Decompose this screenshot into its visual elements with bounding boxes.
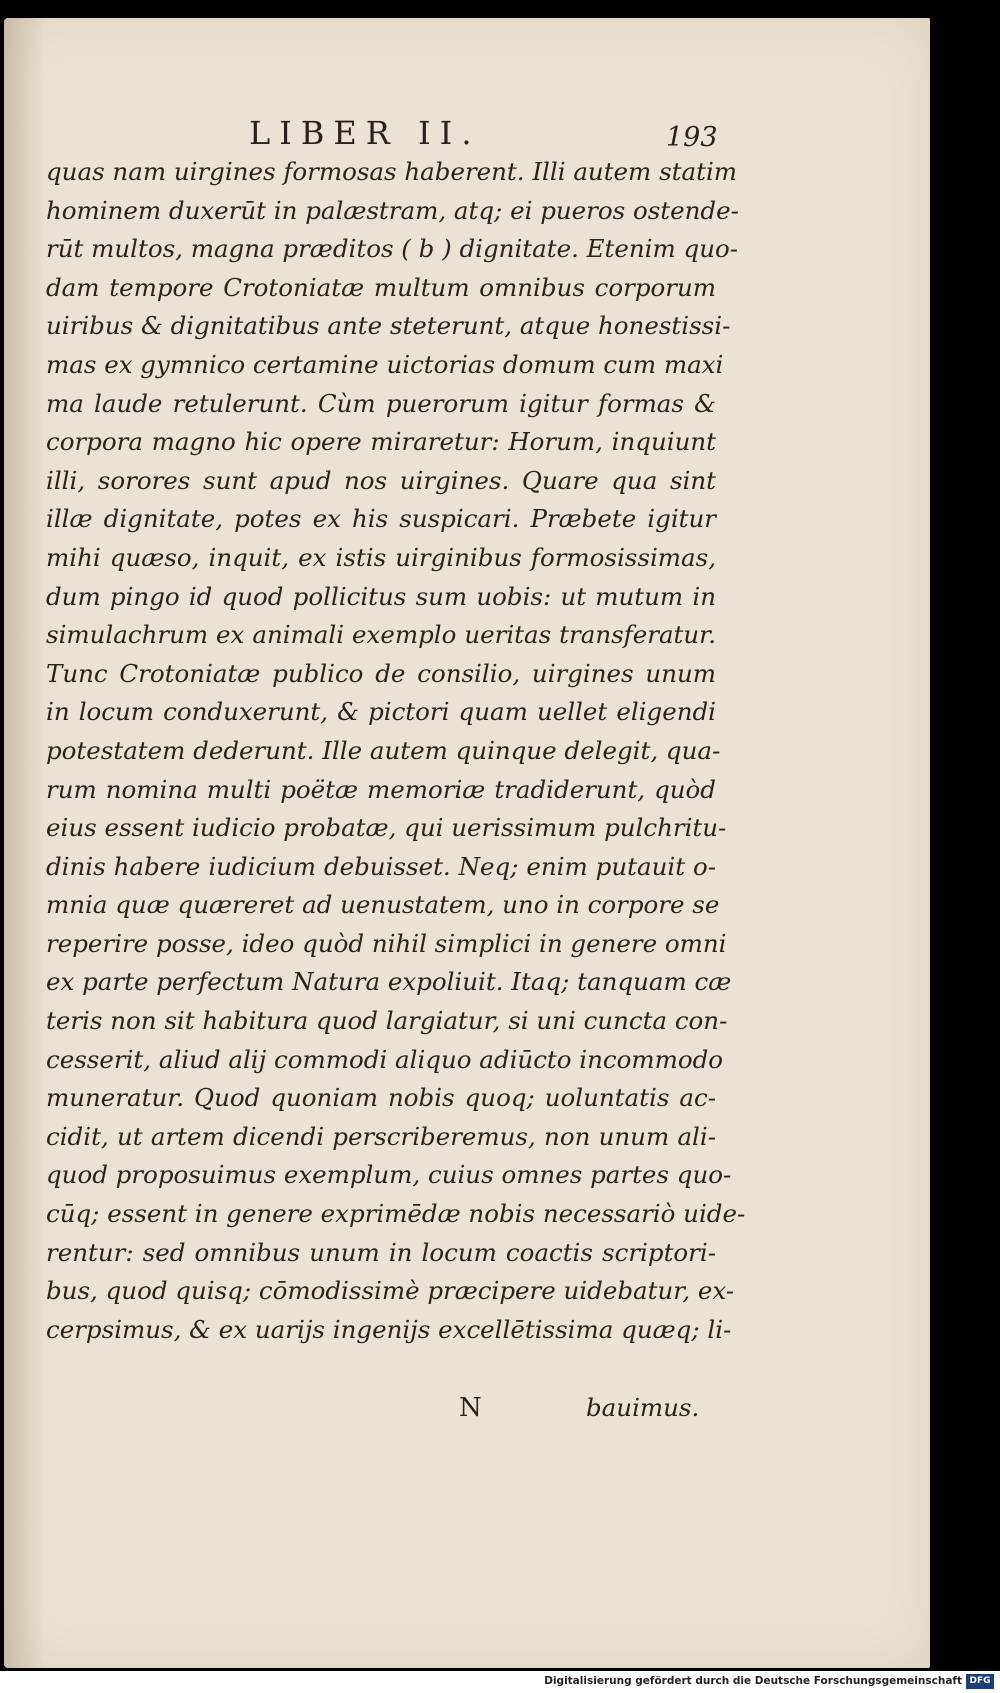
text-line: eius essent iudicio probatæ, qui uerissimum pulchritu- [46, 813, 727, 843]
text-line: dam tempore Crotoniatæ multum omnibus corporum [46, 272, 716, 302]
text-line: mas ex gymnico certamine uictorias domum cum maxi [46, 349, 724, 379]
text-line: illi, sorores sunt apud nos uirgines. Quare qua sint [46, 465, 716, 495]
signature-mark: N [459, 1393, 482, 1423]
text-line: quod proposuimus exemplum, cuius omnes partes quo- [46, 1160, 732, 1190]
text-line: mnia quæ quæreret ad uenustatem, uno in corpore se [46, 890, 720, 920]
text-line: mihi quæso, inquit, ex istis uirginibus formosissimas, [46, 542, 716, 572]
text-line: uiribus & dignitatibus ante steterunt, atque honestissi- [46, 311, 731, 341]
text-line: cūq; essent in genere exprimēdæ nobis necessariò uide- [46, 1199, 746, 1229]
catchword: bauimus. [586, 1393, 700, 1422]
text-line: illæ dignitate, potes ex his suspicari. Præbete igitur [46, 504, 716, 534]
text-line: reperire posse, ideo quòd nihil simplici in genere omni [46, 928, 727, 958]
text-line: dum pingo id quod pollicitus sum uobis: ut mutum in [46, 581, 716, 611]
text-line: muneratur. Quod quoniam nobis quoq; uoluntatis ac- [46, 1083, 716, 1113]
text-line: ex parte perfectum Natura expoliuit. Itaq; tanquam cæ [46, 967, 732, 997]
text-line: Tunc Crotoniatæ publico de consilio, uirgines unum [46, 658, 716, 688]
text-line: simulachrum ex animali exemplo ueritas transferatur. [46, 620, 716, 650]
text-line: in locum conduxerunt, & pictori quam uellet eligendi [46, 697, 716, 727]
dfg-logo: DFG [966, 1674, 994, 1689]
body-text [46, 153, 746, 1349]
text-line: cidit, ut artem dicendi perscriberemus, non unum ali- [46, 1121, 716, 1151]
text-line: rūt multos, magna præditos ( b ) dignitate. Etenim quo- [46, 234, 739, 264]
digitization-credit-text: Digitalisierung gefördert durch die Deutsche Forschungsgemeinschaft [544, 1675, 962, 1687]
book-page [4, 18, 930, 1668]
page-footer [4, 1393, 930, 1431]
digitization-credit-bar [0, 1671, 1000, 1693]
text-line: rum nomina multi poëtæ memoriæ tradiderunt, quòd [46, 774, 716, 804]
text-line: teris non sit habitura quod largiatur, si uni cuncta con- [46, 1006, 728, 1036]
text-line: dinis habere iudicium debuisset. Neq; enim putauit o- [46, 851, 716, 881]
text-line: corpora magno hic opere miraretur: Horum, inquiunt [46, 427, 716, 457]
text-line: quas nam uirgines formosas haberent. Illi autem statim [46, 157, 738, 186]
running-head-title: LIBER II. [249, 114, 481, 152]
running-head [4, 104, 930, 153]
text-line: potestatem dederunt. Ille autem quinque delegit, qua- [46, 735, 721, 765]
text-line: bus, quod quisq; cōmodissimè præcipere uidebatur, ex- [46, 1276, 734, 1306]
page-number: 193 [666, 122, 718, 153]
text-line: cesserit, aliud alij commodi aliquo adiūcto incommodo [46, 1044, 724, 1074]
text-line: cerpsimus, & ex uarijs ingenijs excellētissima quæq; li- [46, 1314, 732, 1344]
text-line: hominem duxerūt in palæstram, atq; ei pueros ostende- [46, 195, 739, 225]
text-line: rentur: sed omnibus unum in locum coactis scriptori- [46, 1237, 716, 1267]
text-line: ma laude retulerunt. Cùm puerorum igitur formas & [46, 388, 716, 418]
